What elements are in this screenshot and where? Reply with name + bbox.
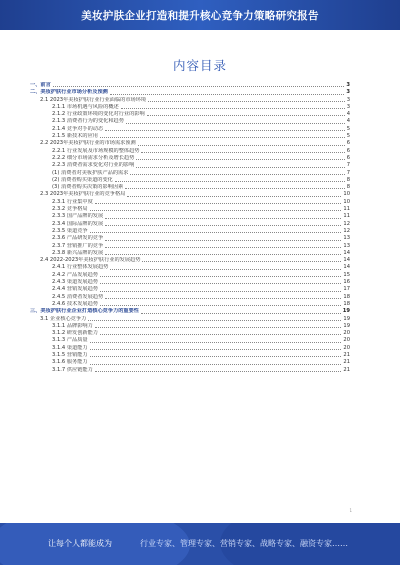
- toc-leader-dots: [121, 107, 345, 109]
- toc-entry-page: 4: [346, 111, 350, 118]
- toc-entry-label: 二、美妆护肤行业市场分析及预测: [30, 89, 108, 96]
- toc-entry-page: 16: [343, 279, 350, 286]
- toc-leader-dots: [100, 333, 341, 335]
- toc-leader-dots: [141, 151, 344, 153]
- footer-tagline: 行业专家、管理专家、营销专家、战略专家、融资专家……: [140, 539, 348, 548]
- toc-entry-page: 21: [343, 351, 350, 358]
- toc-entry-label: 3.1.2 研发创新能力: [52, 330, 98, 337]
- toc-leader-dots: [136, 166, 344, 168]
- toc-entry-page: 20: [343, 337, 350, 344]
- toc-entry[interactable]: [30, 243, 350, 250]
- toc-entry-page: 3: [346, 103, 350, 110]
- toc-entry[interactable]: [30, 345, 350, 352]
- toc-entry[interactable]: [30, 367, 350, 374]
- toc-entry-label: 2.4.3 渠道发展趋势: [52, 279, 98, 286]
- toc-leader-dots: [90, 341, 342, 343]
- toc-entry-label: 2.3 2023年美妆护肤行业的竞争格局: [40, 191, 126, 198]
- toc-entry[interactable]: [30, 104, 350, 111]
- toc-entry-label: 2.3.2 竞争格局: [52, 206, 88, 213]
- toc-entry-page: 21: [343, 359, 350, 366]
- page-number: 1: [349, 508, 352, 513]
- toc-entry[interactable]: [30, 170, 350, 177]
- toc-entry-label: 3.1.1 品牌影响力: [52, 322, 93, 329]
- toc-entry-label: 2.4.6 技术发展趋势: [52, 300, 98, 307]
- toc-entry[interactable]: [30, 294, 350, 301]
- toc-leader-dots: [95, 370, 342, 372]
- toc-entry-page: 6: [346, 147, 350, 154]
- report-title: 美妆护肤企业打造和提升核心竞争力策略研究报告: [81, 10, 319, 22]
- toc-entry-page: 15: [343, 271, 350, 278]
- toc-entry-label: 3.1.5 营销能力: [52, 351, 88, 358]
- toc-entry[interactable]: [30, 184, 350, 191]
- toc-entry-page: 7: [346, 162, 350, 169]
- toc-entry-page: 14: [343, 264, 350, 271]
- toc-entry-label: 2.3.5 渠道竞争: [52, 227, 88, 234]
- toc-entry[interactable]: [30, 316, 350, 323]
- toc-entry[interactable]: [30, 301, 350, 308]
- toc-entry[interactable]: [30, 272, 350, 279]
- toc-leader-dots: [110, 93, 345, 95]
- toc-leader-dots: [127, 195, 341, 197]
- toc-entry-label: 2.3.1 行业集中度: [52, 198, 93, 205]
- toc-entry-page: 6: [346, 140, 350, 147]
- toc-entry-page: 6: [346, 154, 350, 161]
- toc-entry-page: 11: [343, 213, 350, 220]
- toc-entry-label: 2.1.4 竞争对手的动态: [52, 125, 104, 132]
- toc-entry-label: 2.4.1 行业整体发展趋势: [52, 264, 109, 271]
- toc-entry[interactable]: [30, 337, 350, 344]
- toc-entry-page: 11: [343, 206, 350, 213]
- toc-entry-label: 2.2.2 细分市场需求分析及增长趋势: [52, 154, 135, 161]
- toc-leader-dots: [100, 275, 341, 277]
- toc-entry-label: 2.4.5 消费者发展趋势: [52, 293, 104, 300]
- toc-entry[interactable]: [30, 148, 350, 155]
- toc-leader-dots: [105, 129, 345, 131]
- toc-leader-dots: [125, 187, 344, 189]
- toc-entry-page: 8: [346, 176, 350, 183]
- toc-leader-dots: [90, 355, 342, 357]
- toc-entry-label: 3.1.3 产品质量: [52, 337, 88, 344]
- toc-leader-dots: [90, 348, 342, 350]
- toc-entry-label: 3.1.4 渠道能力: [52, 344, 88, 351]
- toc-entry-label: 2.1.5 新技术的应用: [52, 133, 98, 140]
- toc-entry[interactable]: [30, 206, 350, 213]
- toc-leader-dots: [105, 224, 341, 226]
- toc-entry[interactable]: [30, 89, 350, 96]
- toc-entry-page: 3: [346, 89, 350, 96]
- toc-leader-dots: [90, 363, 342, 365]
- toc-leader-dots: [100, 290, 341, 292]
- toc-leader-dots: [142, 260, 341, 262]
- toc-leader-dots: [90, 209, 342, 211]
- toc-leader-dots: [138, 144, 345, 146]
- toc-entry[interactable]: [30, 264, 350, 271]
- toc-leader-dots: [100, 304, 341, 306]
- toc-entry-label: 2.3.4 国际品牌的发展: [52, 220, 104, 227]
- footer-banner: [0, 523, 400, 565]
- toc-entry-label: 2.1.3 消费者行为的变化和趋势: [52, 118, 124, 125]
- toc-leader-dots: [115, 180, 345, 182]
- toc-entry-page: 13: [343, 235, 350, 242]
- toc-leader-dots: [130, 173, 344, 175]
- toc-leader-dots: [148, 100, 345, 102]
- toc-entry-page: 3: [346, 82, 350, 88]
- toc-entry-label: 一、前言: [30, 82, 51, 88]
- toc-entry[interactable]: [30, 118, 350, 125]
- toc-entry-label: 2.3.7 营销推广的竞争: [52, 242, 104, 249]
- toc-leader-dots: [105, 253, 341, 255]
- toc-entry[interactable]: [30, 359, 350, 366]
- toc-entry-label: 2.3.6 产品研发的竞争: [52, 235, 104, 242]
- toc-leader-dots: [95, 202, 342, 204]
- toc-entry-page: 17: [343, 286, 350, 293]
- toc-entry-page: 10: [343, 198, 350, 205]
- toc-entry-label: 3.1 企业核心竞争力: [40, 315, 87, 322]
- toc-entry-label: 2.1.1 市场机遇与风险的概述: [52, 103, 119, 110]
- toc-leader-dots: [88, 319, 341, 321]
- toc-entry-label: 2.1 2023年美妆护肤行业行业面临的市场环境: [40, 96, 147, 103]
- toc-entry[interactable]: [30, 126, 350, 133]
- toc-entry[interactable]: [30, 250, 350, 257]
- toc-entry[interactable]: [30, 177, 350, 184]
- toc-entry-label: 2.4 2022-2023年美妆护肤行业的发展趋势: [40, 257, 141, 264]
- toc-entry-page: 14: [343, 249, 350, 256]
- toc-entry-label: 2.2.1 行业发展及市场规模的整体趋势: [52, 147, 140, 154]
- toc-entry[interactable]: [30, 199, 350, 206]
- toc-heading: 内容目录: [172, 58, 227, 73]
- toc-entry[interactable]: [30, 286, 350, 293]
- toc-leader-dots: [105, 217, 341, 219]
- toc-entry-page: 18: [343, 293, 350, 300]
- toc-leader-dots: [147, 114, 345, 116]
- toc-entry[interactable]: [30, 221, 350, 228]
- toc-entry[interactable]: [30, 191, 350, 198]
- toc-leader-dots: [105, 246, 341, 248]
- toc-entry-label: (1) 消费者对美妆护肤产品的需求: [52, 169, 129, 176]
- toc-entry-page: 20: [343, 344, 350, 351]
- toc-entry[interactable]: [30, 257, 350, 264]
- table-of-contents: [30, 82, 350, 374]
- toc-leader-dots: [53, 85, 345, 87]
- toc-entry-page: 19: [343, 322, 350, 329]
- toc-entry[interactable]: [30, 323, 350, 330]
- toc-entry-label: (3) 消费者购买决策的影响因素: [52, 184, 124, 191]
- toc-entry[interactable]: [30, 228, 350, 235]
- header-bar: [0, 0, 400, 30]
- toc-entry[interactable]: [30, 279, 350, 286]
- toc-entry-page: 21: [343, 366, 350, 373]
- toc-leader-dots: [95, 326, 342, 328]
- toc-entry[interactable]: [30, 155, 350, 162]
- toc-entry[interactable]: [30, 213, 350, 220]
- toc-entry[interactable]: [30, 308, 350, 315]
- toc-entry[interactable]: [30, 111, 350, 118]
- toc-entry-label: 2.2.3 消费者需求变化对行业的影响: [52, 162, 135, 169]
- toc-leader-dots: [126, 122, 345, 124]
- toc-entry[interactable]: [30, 97, 350, 104]
- toc-entry-label: 2.3.8 新兴品牌的发展: [52, 249, 104, 256]
- toc-entry-page: 19: [343, 315, 350, 322]
- toc-entry-label: 2.4.2 产品发展趋势: [52, 271, 98, 278]
- toc-entry[interactable]: [30, 235, 350, 242]
- toc-entry-label: 2.3.3 国产品牌的发展: [52, 213, 104, 220]
- toc-entry-page: 19: [342, 308, 350, 315]
- toc-entry-page: 5: [346, 133, 350, 140]
- toc-entry[interactable]: [30, 133, 350, 140]
- footer-slogan: 让每个人都能成为: [48, 539, 112, 548]
- toc-entry-page: 8: [346, 184, 350, 191]
- toc-entry-label: 3.1.6 服务能力: [52, 359, 88, 366]
- toc-entry-label: 2.2 2023年美妆护肤行业的市场需求预测: [40, 140, 136, 147]
- toc-entry-label: 2.4.4 营销发展趋势: [52, 286, 98, 293]
- toc-entry-page: 14: [343, 257, 350, 264]
- toc-leader-dots: [100, 282, 341, 284]
- toc-entry-label: 2.1.2 行业政策环境的变化对行业的影响: [52, 111, 145, 118]
- toc-entry-page: 12: [343, 227, 350, 234]
- toc-leader-dots: [110, 268, 341, 270]
- toc-entry[interactable]: [30, 82, 350, 89]
- toc-entry-label: 3.1.7 供应链能力: [52, 366, 93, 373]
- toc-entry-page: 7: [346, 169, 350, 176]
- toc-entry-page: 12: [343, 220, 350, 227]
- toc-entry-page: 13: [343, 242, 350, 249]
- toc-leader-dots: [136, 158, 344, 160]
- toc-entry[interactable]: [30, 352, 350, 359]
- toc-entry[interactable]: [30, 162, 350, 169]
- toc-entry-page: 4: [346, 118, 350, 125]
- toc-leader-dots: [90, 231, 342, 233]
- toc-entry-label: 三、美妆护肤行业企业打造核心竞争力的重要性: [30, 308, 139, 315]
- toc-leader-dots: [105, 297, 341, 299]
- toc-leader-dots: [105, 239, 341, 241]
- toc-leader-dots: [100, 136, 345, 138]
- toc-entry-page: 20: [343, 330, 350, 337]
- toc-entry[interactable]: [30, 330, 350, 337]
- toc-entry-page: 5: [346, 125, 350, 132]
- toc-entry-page: 3: [346, 96, 350, 103]
- toc-leader-dots: [141, 312, 341, 314]
- toc-entry-label: (2) 消费者购买渠道的变化: [52, 176, 113, 183]
- toc-entry-page: 18: [343, 300, 350, 307]
- toc-entry-page: 10: [343, 191, 350, 198]
- toc-entry[interactable]: [30, 140, 350, 147]
